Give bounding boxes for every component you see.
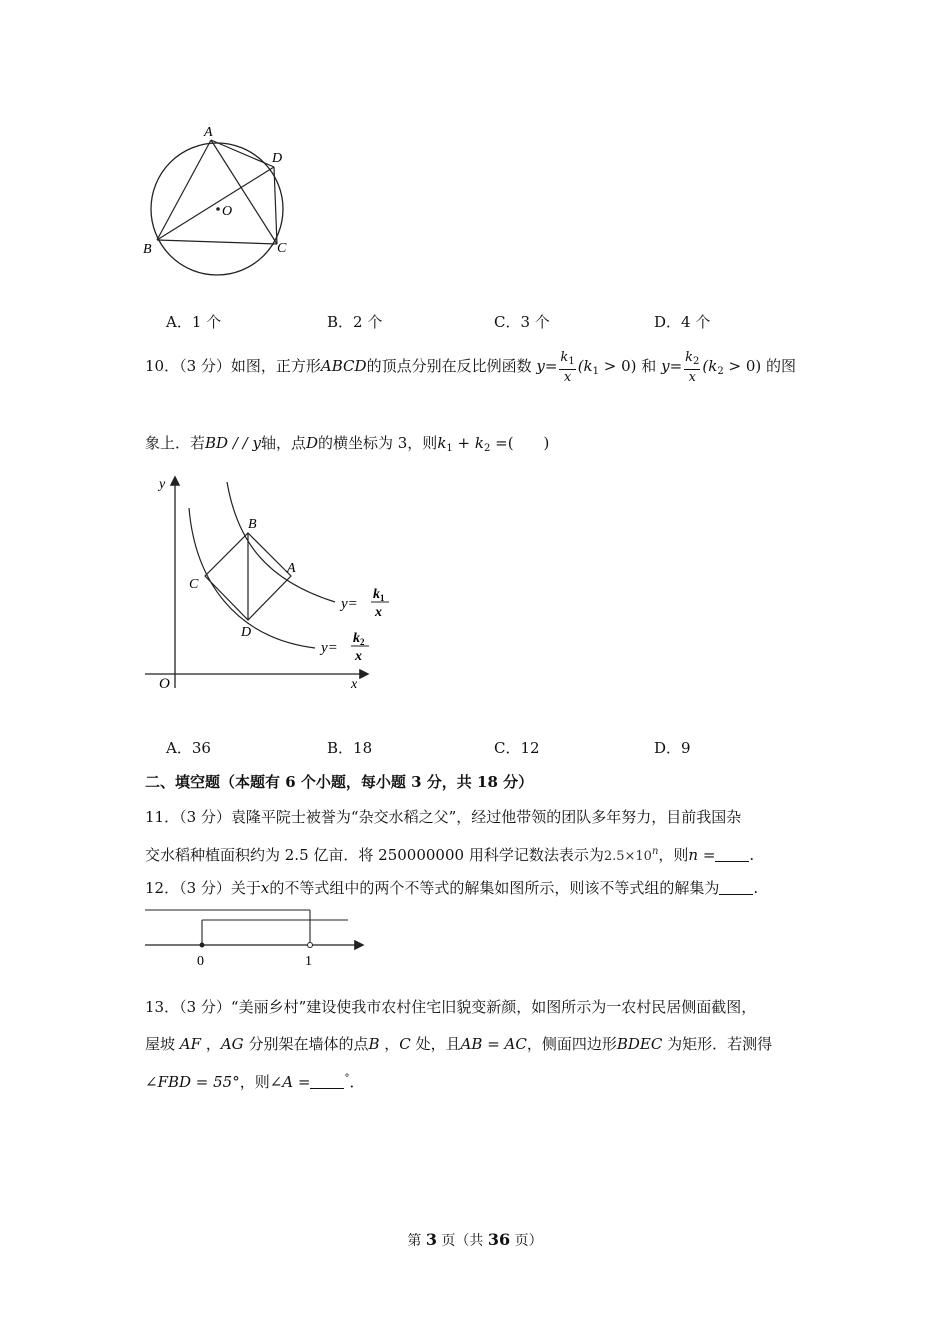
graph-label-o: O: [159, 676, 170, 692]
fraction-k2-over-x: $\frac{k_2}{x}$: [685, 349, 700, 385]
fraction-k1-over-x: $\frac{k_1}{x}$: [560, 349, 575, 385]
curve2-num: $k_2$: [353, 631, 365, 647]
q10-line1: 10．（3 分）如图，正方形ABCD的顶点分别在反比例函数 y= $\frac{k_1}{x}$ $(k_1 > 0)$ 和 y= $\frac{k_2}{x}$ $(k_2 > 0)$ 的图: [145, 349, 797, 385]
q9-option-a: A．1 个: [166, 313, 222, 331]
chord-ab: [157, 140, 211, 240]
q13-line1: 13．（3 分）“美丽乡村”建设使我市农村住宅旧貌变新颜，如图所示为一农村民居侧面截图，: [145, 998, 757, 1016]
q12-answer-blank[interactable]: [719, 880, 753, 895]
label-d: D: [272, 151, 283, 166]
graph-label-d: D: [241, 625, 252, 640]
chord-ac: [211, 140, 277, 244]
q13-line2: 屋坡 AF ，AG 分别架在墙体的点B ，C 处，且AB = AC，侧面四边形BDEC 为矩形．若测得: [145, 1035, 773, 1053]
q9-option-d: D．4 个: [654, 313, 711, 331]
q9-circle-figure: [140, 120, 300, 280]
q11-line2: 交水稻种植面积约为 2.5 亿亩．将 250000000 用科学记数法表示为$2.5\times 10^n$，则n = .: [145, 846, 755, 864]
curve1-label: y=: [341, 596, 358, 612]
label-a: A: [204, 125, 213, 140]
q10-option-d: D．9: [654, 739, 691, 757]
point-0: [200, 943, 205, 948]
page-footer: 第 3 页（共 36 页）: [407, 1230, 543, 1249]
q10-option-b: B．18: [327, 739, 373, 757]
q10-line2: 象上．若BD / / y轴，点D的横坐标为 3，则$k_1 + k_2$ =( ): [145, 434, 550, 454]
point-1: [308, 943, 313, 948]
q13-answer-blank[interactable]: [310, 1074, 344, 1089]
chord-ad: [211, 140, 274, 167]
chord-bd: [157, 167, 274, 240]
q10-graph: [145, 470, 405, 700]
label-c: C: [277, 241, 287, 256]
q12-line: 12．（3 分）关于x的不等式组中的两个不等式的解集如图所示，则该不等式组的解集为 .: [145, 879, 759, 897]
tick-label-0: 0: [197, 954, 204, 969]
q10-option-a: A．36: [166, 739, 211, 757]
graph-label-a: A: [287, 561, 296, 576]
curve-k1: [227, 482, 335, 602]
chord-bc: [157, 240, 277, 244]
graph-label-x: x: [351, 677, 358, 692]
sci-notation: $2.5\times 10^n$: [603, 846, 659, 864]
label-o: O: [222, 204, 233, 219]
curve1-den: x: [375, 605, 382, 620]
curve1-num: $k_1$: [373, 587, 385, 603]
graph-label-c: C: [189, 577, 199, 592]
q11-line1: 11．（3 分）袁隆平院士被誉为“杂交水稻之父”，经过他带领的团队多年努力，目前我国杂: [145, 808, 742, 826]
q12-number-line: [140, 900, 380, 972]
section2-title: 二、填空题（本题有 6 个小题，每小题 3 分，共 18 分）: [145, 773, 534, 791]
curve2-den: x: [355, 649, 362, 664]
q11-answer-blank[interactable]: [715, 847, 749, 862]
q9-option-c: C．3 个: [494, 313, 550, 331]
label-b: B: [143, 242, 152, 257]
q9-option-b: B．2 个: [327, 313, 383, 331]
tick-label-1: 1: [305, 954, 312, 969]
curve2-label: y=: [321, 640, 338, 656]
q13-line3: ∠FBD = 55°，则∠A = °．: [145, 1073, 365, 1091]
graph-label-b: B: [248, 517, 257, 532]
q10-option-c: C．12: [494, 739, 540, 757]
graph-label-y: y: [159, 477, 166, 492]
center-point: [216, 207, 220, 211]
